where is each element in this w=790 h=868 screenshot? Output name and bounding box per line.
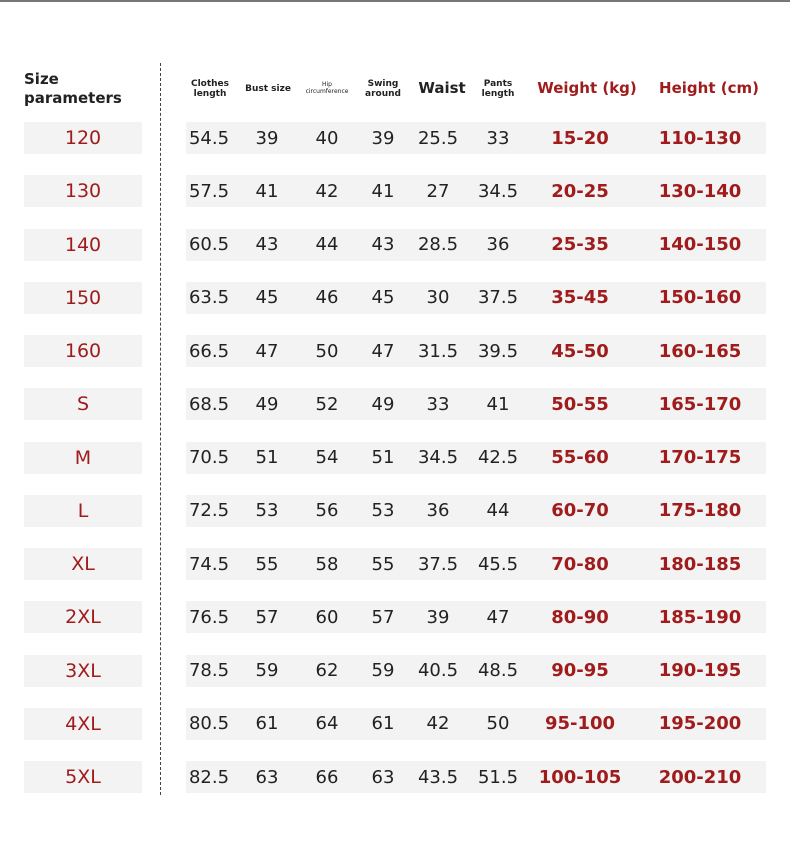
table-row (0, 282, 790, 314)
header-pants-line1: Pants (483, 78, 513, 89)
size-label-cell: 140 (24, 229, 142, 261)
cell-waist: 39 (426, 606, 450, 628)
header-pants-line2: length (481, 89, 515, 99)
cell-waist: 30 (426, 287, 450, 309)
cell-waist: 25.5 (417, 127, 459, 149)
cell-clothes-length: 78.5 (188, 660, 230, 681)
cell-swing: 43 (371, 234, 395, 255)
table-row (0, 335, 790, 367)
cell-pants: 44 (486, 500, 510, 522)
cell-pants: 45.5 (477, 553, 519, 575)
cell-hip: 46 (315, 287, 339, 309)
cell-bust: 43 (255, 234, 279, 255)
size-label-cell: 2XL (24, 601, 142, 633)
cell-height: 195-200 (658, 713, 742, 735)
header-weight (530, 60, 644, 118)
cell-bust: 63 (255, 766, 279, 788)
cell-swing: 45 (371, 287, 395, 309)
cell-weight: 20-25 (551, 180, 609, 202)
size-label-cell: S (24, 388, 142, 420)
cell-swing: 55 (371, 553, 395, 575)
cell-height: 130-140 (658, 180, 742, 202)
cell-swing: 49 (371, 393, 395, 415)
header-bust-size (242, 60, 294, 118)
table-row (0, 175, 790, 207)
table-row (0, 495, 790, 527)
cell-pants: 48.5 (477, 660, 519, 681)
header-swing-line2: around (365, 89, 401, 99)
cell-pants: 37.5 (477, 287, 519, 309)
cell-bust: 47 (255, 340, 279, 362)
cell-bust: 41 (255, 180, 279, 202)
cell-height: 165-170 (658, 393, 742, 415)
cell-weight: 35-45 (551, 287, 609, 309)
table-row (0, 442, 790, 474)
header-waist (410, 60, 474, 118)
cell-weight: 100-105 (538, 766, 622, 788)
table-row (0, 655, 790, 687)
cell-clothes-length: 72.5 (188, 500, 230, 522)
header-clothes-length-line2: length (193, 89, 227, 99)
cell-waist: 28.5 (417, 234, 459, 255)
cell-hip: 64 (315, 713, 339, 735)
cell-height: 110-130 (658, 127, 742, 149)
cell-pants: 33 (486, 127, 510, 149)
cell-hip: 50 (315, 340, 339, 362)
cell-pants: 39.5 (477, 340, 519, 362)
cell-height: 185-190 (658, 606, 742, 628)
cell-height: 200-210 (658, 766, 742, 788)
cell-waist: 31.5 (417, 340, 459, 362)
cell-bust: 53 (255, 500, 279, 522)
cell-bust: 49 (255, 393, 279, 415)
cell-bust: 51 (255, 447, 279, 468)
cell-swing: 53 (371, 500, 395, 522)
cell-hip: 54 (315, 447, 339, 468)
table-row (0, 548, 790, 580)
cell-weight: 50-55 (551, 393, 609, 415)
cell-waist: 36 (426, 500, 450, 522)
cell-clothes-length: 80.5 (188, 713, 230, 735)
header-height-label: Height (cm) (659, 79, 759, 98)
header-weight-label: Weight (kg) (537, 79, 637, 98)
cell-weight: 70-80 (551, 553, 609, 575)
cell-swing: 59 (371, 660, 395, 681)
cell-bust: 39 (255, 127, 279, 149)
size-label-cell: 3XL (24, 655, 142, 687)
cell-hip: 52 (315, 393, 339, 415)
size-label-cell: 160 (24, 335, 142, 367)
cell-clothes-length: 70.5 (188, 447, 230, 468)
cell-waist: 27 (426, 180, 450, 202)
cell-weight: 95-100 (544, 713, 616, 735)
cell-swing: 51 (371, 447, 395, 468)
cell-bust: 61 (255, 713, 279, 735)
header-bust-size-label: Bust size (245, 83, 291, 94)
header-pants-length (474, 60, 522, 118)
cell-pants: 42.5 (477, 447, 519, 468)
cell-weight: 15-20 (551, 127, 609, 149)
cell-height: 190-195 (658, 660, 742, 681)
header-clothes-length-line1: Clothes (190, 78, 230, 89)
cell-clothes-length: 54.5 (188, 127, 230, 149)
cell-bust: 55 (255, 553, 279, 575)
cell-weight: 55-60 (551, 447, 609, 468)
header-waist-label: Waist (418, 79, 466, 98)
cell-swing: 57 (371, 606, 395, 628)
header-height (648, 60, 770, 118)
cell-clothes-length: 60.5 (188, 234, 230, 255)
cell-height: 180-185 (658, 553, 742, 575)
header-clothes-length (186, 60, 234, 118)
cell-clothes-length: 82.5 (188, 766, 230, 788)
cell-waist: 42 (426, 713, 450, 735)
cell-height: 150-160 (658, 287, 742, 309)
cell-waist: 37.5 (417, 553, 459, 575)
cell-height: 160-165 (658, 340, 742, 362)
cell-waist: 40.5 (417, 660, 459, 681)
table-row (0, 708, 790, 740)
header-hip-line2: circumference (305, 88, 349, 95)
header-swing-around (360, 60, 406, 118)
cell-clothes-length: 63.5 (188, 287, 230, 309)
cell-height: 140-150 (658, 234, 742, 255)
cell-pants: 36 (486, 234, 510, 255)
cell-clothes-length: 68.5 (188, 393, 230, 415)
header-hip-line1: Hip (322, 81, 332, 89)
cell-weight: 80-90 (551, 606, 609, 628)
cell-clothes-length: 66.5 (188, 340, 230, 362)
table-row (0, 601, 790, 633)
cell-weight: 60-70 (551, 500, 609, 522)
table-row (0, 388, 790, 420)
cell-weight: 25-35 (551, 234, 609, 255)
size-label-cell: 5XL (24, 761, 142, 793)
cell-pants: 47 (486, 606, 510, 628)
table-row (0, 122, 790, 154)
cell-clothes-length: 76.5 (188, 606, 230, 628)
cell-swing: 47 (371, 340, 395, 362)
cell-waist: 33 (426, 393, 450, 415)
size-label-cell: M (24, 442, 142, 474)
table-row (0, 229, 790, 261)
cell-bust: 57 (255, 606, 279, 628)
cell-hip: 40 (315, 127, 339, 149)
cell-pants: 34.5 (477, 180, 519, 202)
cell-bust: 59 (255, 660, 279, 681)
cell-swing: 39 (371, 127, 395, 149)
cell-swing: 41 (371, 180, 395, 202)
cell-bust: 45 (255, 287, 279, 309)
cell-swing: 61 (371, 713, 395, 735)
cell-swing: 63 (371, 766, 395, 788)
size-label-cell: XL (24, 548, 142, 580)
size-label-cell: 150 (24, 282, 142, 314)
cell-pants: 41 (486, 393, 510, 415)
cell-pants: 50 (486, 713, 510, 735)
size-label-cell: L (24, 495, 142, 527)
cell-clothes-length: 74.5 (188, 553, 230, 575)
cell-clothes-length: 57.5 (188, 180, 230, 202)
header-hip-circumference (300, 60, 354, 118)
cell-height: 170-175 (658, 447, 742, 468)
cell-waist: 34.5 (417, 447, 459, 468)
cell-hip: 42 (315, 180, 339, 202)
size-header-line2: parameters (24, 89, 122, 107)
size-label-cell: 130 (24, 175, 142, 207)
cell-hip: 66 (315, 766, 339, 788)
cell-weight: 45-50 (551, 340, 609, 362)
cell-pants: 51.5 (477, 766, 519, 788)
cell-weight: 90-95 (551, 660, 609, 681)
cell-hip: 62 (315, 660, 339, 681)
size-label-cell: 120 (24, 122, 142, 154)
cell-hip: 56 (315, 500, 339, 522)
top-rule (0, 0, 790, 2)
cell-hip: 58 (315, 553, 339, 575)
cell-hip: 44 (315, 234, 339, 255)
size-parameters-header (24, 60, 154, 118)
cell-hip: 60 (315, 606, 339, 628)
table-row (0, 761, 790, 793)
cell-height: 175-180 (658, 500, 742, 522)
size-label-cell: 4XL (24, 708, 142, 740)
cell-waist: 43.5 (417, 766, 459, 788)
header-swing-line1: Swing (367, 78, 399, 89)
size-header-line1: Size (24, 70, 59, 89)
